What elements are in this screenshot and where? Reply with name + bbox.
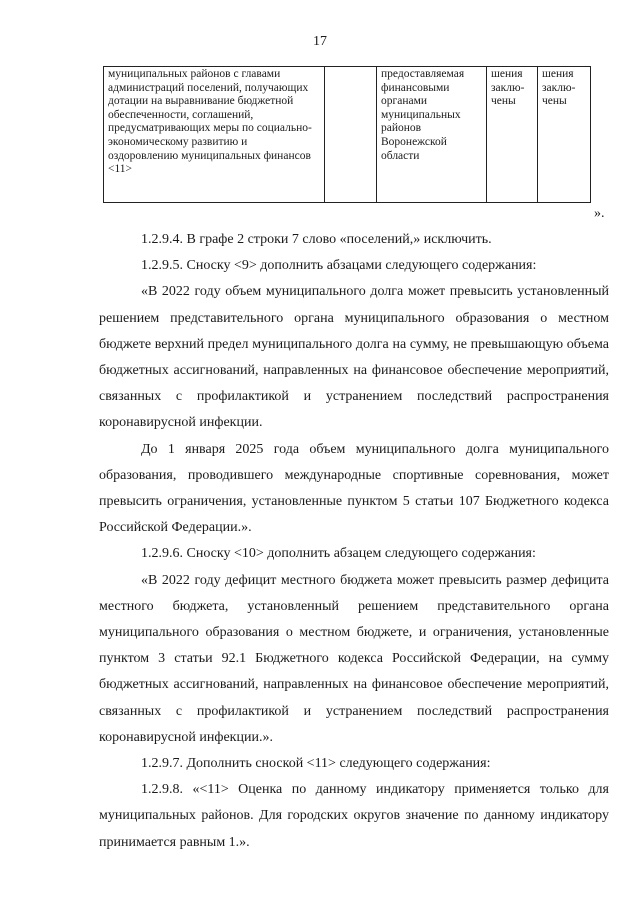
paragraph: «В 2022 году дефицит местного бюджета может превысить размер дефицита местного бюджета, установленный решением представительного органа муниципального образования о местном бюджете, и ограничения, установленные пунктом 3 статьи 92.1 Бюджетного кодекса Российской Федерации, на сумму бюджетных ассигнований, направленных на финансовое обеспечение мероприятий, связанных с профилактикой и устранением последствий распространения коронавирусной инфекции.». — [99, 572, 609, 745]
table-cell-status-1: шения заклю-чены — [487, 67, 538, 203]
paragraph: До 1 января 2025 года объем муниципального долга муниципального образования, проводившего международные спортивные соревнования, может превысить ограничения, установленные пунктом 5 статьи 107 Бюджетного кодекса Российской Федерации.». — [99, 441, 609, 536]
paragraph: 1.2.9.7. Дополнить сноской <11> следующего содержания: — [141, 756, 491, 772]
paragraph: 1.2.9.8. «<11> Оценка по данному индикатору применяется только для муниципальных районов. Для городских округов значение по данному индикатору принимается равным 1.». — [99, 782, 609, 850]
paragraph: «В 2022 году объем муниципального долга может превысить установленный решением представительного органа муниципального образования о местном бюджете верхний предел муниципального долга на сумму, не превышающую объема бюджетных ассигнований, направленных на финансовое обеспечение мероприятий, связанных с профилактикой и устранением последствий распространения коронавирусной инфекции. — [99, 284, 609, 431]
table-cell-status-2: шения заклю-чены — [538, 67, 591, 203]
closing-quote: ». — [594, 206, 605, 221]
table-fragment — [103, 66, 591, 203]
table-cell-empty — [325, 67, 377, 203]
body-text — [99, 227, 609, 856]
paragraph: 1.2.9.5. Сноску <9> дополнить абзацами следующего содержания: — [141, 258, 537, 274]
paragraph: 1.2.9.6. Сноску <10> дополнить абзацем следующего содержания: — [141, 546, 536, 562]
table-cell-source: предоставляемая финансовыми органами муниципальных районов Воронежской области — [377, 67, 487, 203]
paragraph: 1.2.9.4. В графе 2 строки 7 слово «поселений,» исключить. — [141, 232, 492, 247]
table-cell-description: муниципальных районов с главами администраций поселений, получающих дотации на выравнивание бюджетной обеспеченности, соглашений, предусматривающих меры по социально-экономическому развитию и оздоровлению муниципальных финансов <11> — [104, 67, 325, 203]
page-number: 17 — [313, 34, 327, 49]
table-row — [104, 67, 591, 203]
